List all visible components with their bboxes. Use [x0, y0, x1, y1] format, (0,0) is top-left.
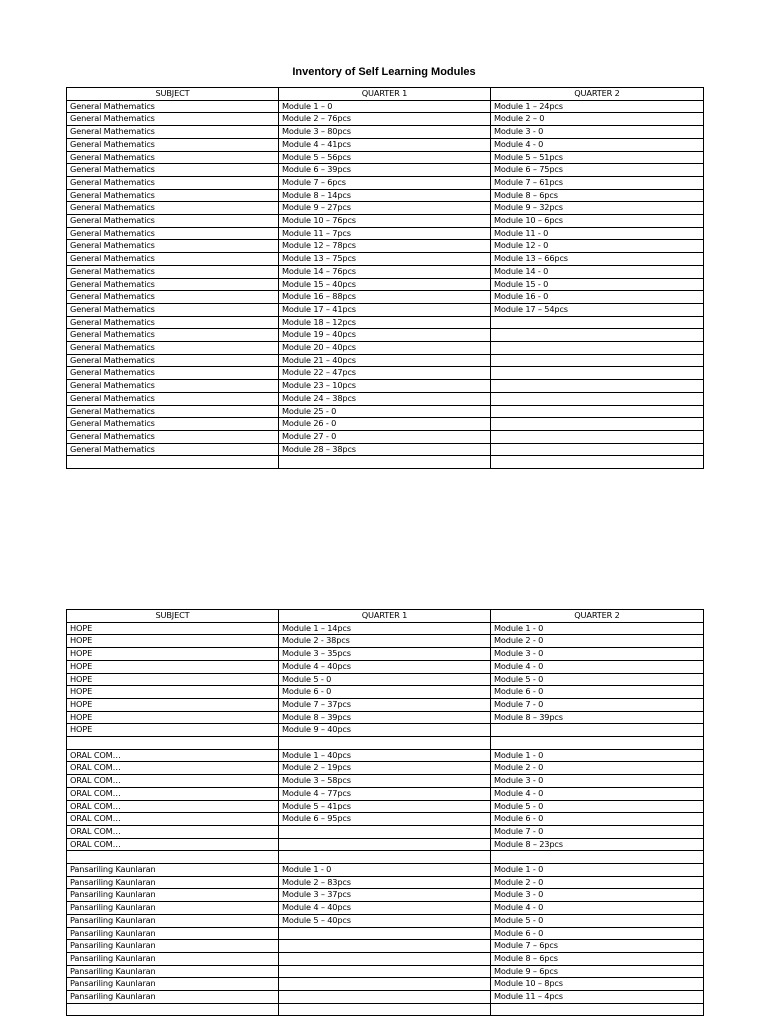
- quarter-2-cell: Module 4 - 0: [491, 902, 704, 915]
- table-row: [67, 100, 704, 113]
- quarter-1-cell: Module 22 – 47pcs: [279, 367, 491, 380]
- subject-cell: General Mathematics: [67, 227, 279, 240]
- table-row: [67, 443, 704, 456]
- subject-cell: Pansariling Kaunlaran: [67, 876, 279, 889]
- subject-cell: Pansariling Kaunlaran: [67, 952, 279, 965]
- table-row: [67, 635, 704, 648]
- quarter-1-cell: Module 1 – 0: [279, 100, 491, 113]
- quarter-1-cell: Module 6 – 39pcs: [279, 164, 491, 177]
- subject-cell: General Mathematics: [67, 418, 279, 431]
- quarter-1-cell: [279, 940, 491, 953]
- table-row: [67, 648, 704, 661]
- quarter-2-cell: [491, 367, 704, 380]
- table-row: [67, 698, 704, 711]
- quarter-2-cell: Module 4 - 0: [491, 660, 704, 673]
- subject-cell: General Mathematics: [67, 392, 279, 405]
- subject-cell: General Mathematics: [67, 138, 279, 151]
- table-row: [67, 456, 704, 469]
- quarter-2-cell: Module 11 - 0: [491, 227, 704, 240]
- quarter-1-cell: Module 4 – 77pcs: [279, 787, 491, 800]
- subject-cell: General Mathematics: [67, 100, 279, 113]
- table-row: [67, 253, 704, 266]
- table-row: [67, 622, 704, 635]
- quarter-2-cell: [491, 724, 704, 737]
- quarter-2-cell: Module 3 - 0: [491, 889, 704, 902]
- general-mathematics-inventory-table: [66, 87, 704, 469]
- quarter-1-cell: Module 17 – 41pcs: [279, 303, 491, 316]
- subject-cell: Pansariling Kaunlaran: [67, 978, 279, 991]
- table-row: [67, 825, 704, 838]
- table-row: [67, 138, 704, 151]
- table-header-row: [67, 88, 704, 101]
- quarter-2-cell: Module 6 - 0: [491, 686, 704, 699]
- subject-cell: General Mathematics: [67, 151, 279, 164]
- subject-cell: Pansariling Kaunlaran: [67, 902, 279, 915]
- quarter-1-cell: [279, 927, 491, 940]
- subject-cell: ORAL COM…: [67, 775, 279, 788]
- quarter-1-cell: Module 3 – 35pcs: [279, 648, 491, 661]
- quarter-2-cell: Module 13 – 66pcs: [491, 253, 704, 266]
- quarter-1-cell: Module 18 – 12pcs: [279, 316, 491, 329]
- table-row: [67, 329, 704, 342]
- table-row: [67, 176, 704, 189]
- quarter-1-cell: Module 6 - 0: [279, 686, 491, 699]
- quarter-2-cell: Module 6 - 0: [491, 813, 704, 826]
- subject-cell: ORAL COM…: [67, 838, 279, 851]
- quarter-2-cell: Module 5 - 0: [491, 673, 704, 686]
- subject-cell: [67, 456, 279, 469]
- subject-cell: HOPE: [67, 648, 279, 661]
- table-row: [67, 227, 704, 240]
- quarter-1-cell: Module 9 – 40pcs: [279, 724, 491, 737]
- table-row: [67, 316, 704, 329]
- quarter-2-cell: [491, 392, 704, 405]
- quarter-1-cell: [279, 456, 491, 469]
- subject-cell: General Mathematics: [67, 354, 279, 367]
- quarter-2-cell: [491, 418, 704, 431]
- quarter-1-cell: Module 2 – 76pcs: [279, 113, 491, 126]
- subject-cell: General Mathematics: [67, 291, 279, 304]
- subject-cell: General Mathematics: [67, 405, 279, 418]
- quarter-1-cell: Module 1 - 0: [279, 864, 491, 877]
- quarter-2-cell: Module 12 - 0: [491, 240, 704, 253]
- subject-cell: HOPE: [67, 724, 279, 737]
- subject-cell: General Mathematics: [67, 329, 279, 342]
- quarter-2-cell: Module 2 - 0: [491, 876, 704, 889]
- subject-cell: General Mathematics: [67, 265, 279, 278]
- subject-cell: Pansariling Kaunlaran: [67, 927, 279, 940]
- table-row: [67, 380, 704, 393]
- table-row: [67, 838, 704, 851]
- table-row: [67, 291, 704, 304]
- quarter-1-cell: Module 3 – 37pcs: [279, 889, 491, 902]
- quarter-1-cell: Module 5 - 0: [279, 673, 491, 686]
- quarter-2-cell: [491, 316, 704, 329]
- subject-cell: General Mathematics: [67, 316, 279, 329]
- quarter-1-cell: Module 15 – 40pcs: [279, 278, 491, 291]
- subject-cell: General Mathematics: [67, 278, 279, 291]
- quarter-1-cell: Module 25 - 0: [279, 405, 491, 418]
- quarter-2-cell: Module 1 - 0: [491, 864, 704, 877]
- table-row: [67, 978, 704, 991]
- subject-cell: General Mathematics: [67, 189, 279, 202]
- table-row: [67, 1003, 704, 1016]
- quarter-2-cell: Module 1 – 24pcs: [491, 100, 704, 113]
- table-row: [67, 940, 704, 953]
- subject-cell: HOPE: [67, 673, 279, 686]
- table-row: [67, 151, 704, 164]
- quarter-2-cell: [491, 1003, 704, 1016]
- quarter-2-cell: Module 7 - 0: [491, 698, 704, 711]
- table-row: [67, 113, 704, 126]
- header-quarter-1: QUARTER 1: [279, 88, 491, 101]
- subject-cell: HOPE: [67, 635, 279, 648]
- table-row: [67, 889, 704, 902]
- quarter-1-cell: Module 23 – 10pcs: [279, 380, 491, 393]
- table-row: [67, 430, 704, 443]
- quarter-2-cell: Module 8 – 23pcs: [491, 838, 704, 851]
- subject-cell: General Mathematics: [67, 176, 279, 189]
- subject-cell: ORAL COM…: [67, 813, 279, 826]
- quarter-1-cell: Module 27 - 0: [279, 430, 491, 443]
- quarter-1-cell: Module 14 – 76pcs: [279, 265, 491, 278]
- quarter-2-cell: Module 2 – 0: [491, 113, 704, 126]
- quarter-2-cell: [491, 329, 704, 342]
- quarter-2-cell: [491, 405, 704, 418]
- quarter-2-cell: Module 11 – 4pcs: [491, 991, 704, 1004]
- subject-cell: ORAL COM…: [67, 800, 279, 813]
- quarter-2-cell: Module 4 - 0: [491, 787, 704, 800]
- quarter-2-cell: Module 9 – 32pcs: [491, 202, 704, 215]
- header-subject: SUBJECT: [67, 610, 279, 623]
- quarter-2-cell: Module 3 - 0: [491, 126, 704, 139]
- quarter-2-cell: [491, 342, 704, 355]
- table-row: [67, 215, 704, 228]
- subject-cell: Pansariling Kaunlaran: [67, 965, 279, 978]
- quarter-2-cell: [491, 737, 704, 750]
- quarter-2-cell: Module 5 – 51pcs: [491, 151, 704, 164]
- subject-cell: HOPE: [67, 622, 279, 635]
- table-row: [67, 265, 704, 278]
- table-row: [67, 686, 704, 699]
- quarter-1-cell: Module 1 – 14pcs: [279, 622, 491, 635]
- subject-cell: General Mathematics: [67, 215, 279, 228]
- quarter-1-cell: [279, 1003, 491, 1016]
- table-row: [67, 775, 704, 788]
- quarter-2-cell: Module 6 – 75pcs: [491, 164, 704, 177]
- quarter-2-cell: [491, 354, 704, 367]
- header-subject: SUBJECT: [67, 88, 279, 101]
- table-header-row: [67, 610, 704, 623]
- subject-cell: Pansariling Kaunlaran: [67, 914, 279, 927]
- subject-cell: General Mathematics: [67, 240, 279, 253]
- other-subjects-inventory-table: [66, 609, 704, 1016]
- table-row: [67, 164, 704, 177]
- table-row: [67, 392, 704, 405]
- quarter-1-cell: Module 3 – 80pcs: [279, 126, 491, 139]
- quarter-1-cell: Module 6 – 95pcs: [279, 813, 491, 826]
- table-row: [67, 787, 704, 800]
- quarter-1-cell: Module 11 – 7pcs: [279, 227, 491, 240]
- quarter-1-cell: Module 3 – 58pcs: [279, 775, 491, 788]
- quarter-2-cell: Module 8 – 6pcs: [491, 952, 704, 965]
- subject-cell: General Mathematics: [67, 367, 279, 380]
- header-quarter-1: QUARTER 1: [279, 610, 491, 623]
- table-row: [67, 864, 704, 877]
- table-row: [67, 851, 704, 864]
- header-quarter-2: QUARTER 2: [491, 88, 704, 101]
- table-row: [67, 126, 704, 139]
- subject-cell: General Mathematics: [67, 380, 279, 393]
- quarter-1-cell: Module 10 – 76pcs: [279, 215, 491, 228]
- quarter-2-cell: Module 4 - 0: [491, 138, 704, 151]
- table-row: [67, 927, 704, 940]
- quarter-1-cell: Module 16 – 88pcs: [279, 291, 491, 304]
- table-row: [67, 673, 704, 686]
- subject-cell: ORAL COM…: [67, 787, 279, 800]
- page-title: Inventory of Self Learning Modules: [292, 66, 476, 78]
- subject-cell: General Mathematics: [67, 202, 279, 215]
- table-row: [67, 749, 704, 762]
- quarter-2-cell: Module 2 - 0: [491, 635, 704, 648]
- quarter-1-cell: Module 4 – 40pcs: [279, 902, 491, 915]
- quarter-1-cell: [279, 851, 491, 864]
- quarter-1-cell: [279, 952, 491, 965]
- subject-cell: General Mathematics: [67, 430, 279, 443]
- subject-cell: General Mathematics: [67, 253, 279, 266]
- table-row: [67, 367, 704, 380]
- quarter-1-cell: [279, 825, 491, 838]
- quarter-1-cell: Module 2 – 83pcs: [279, 876, 491, 889]
- quarter-1-cell: [279, 838, 491, 851]
- quarter-2-cell: Module 15 - 0: [491, 278, 704, 291]
- subject-cell: HOPE: [67, 698, 279, 711]
- table-row: [67, 189, 704, 202]
- table-row: [67, 762, 704, 775]
- table-row: [67, 278, 704, 291]
- subject-cell: HOPE: [67, 660, 279, 673]
- quarter-1-cell: Module 26 - 0: [279, 418, 491, 431]
- table-row: [67, 660, 704, 673]
- quarter-2-cell: Module 8 – 6pcs: [491, 189, 704, 202]
- quarter-1-cell: Module 13 – 75pcs: [279, 253, 491, 266]
- table-row: [67, 711, 704, 724]
- quarter-1-cell: Module 4 – 41pcs: [279, 138, 491, 151]
- subject-cell: General Mathematics: [67, 164, 279, 177]
- quarter-1-cell: Module 21 – 40pcs: [279, 354, 491, 367]
- quarter-1-cell: Module 2 - 38pcs: [279, 635, 491, 648]
- quarter-2-cell: Module 17 – 54pcs: [491, 303, 704, 316]
- subject-cell: Pansariling Kaunlaran: [67, 991, 279, 1004]
- quarter-1-cell: [279, 991, 491, 1004]
- quarter-1-cell: [279, 965, 491, 978]
- table-row: [67, 354, 704, 367]
- quarter-2-cell: Module 1 - 0: [491, 749, 704, 762]
- quarter-1-cell: Module 1 – 40pcs: [279, 749, 491, 762]
- quarter-2-cell: Module 10 – 8pcs: [491, 978, 704, 991]
- table-row: [67, 240, 704, 253]
- subject-cell: General Mathematics: [67, 303, 279, 316]
- table-row: [67, 800, 704, 813]
- table-row: [67, 914, 704, 927]
- subject-cell: [67, 737, 279, 750]
- quarter-2-cell: [491, 380, 704, 393]
- subject-cell: ORAL COM…: [67, 825, 279, 838]
- quarter-2-cell: Module 2 - 0: [491, 762, 704, 775]
- table-row: [67, 342, 704, 355]
- quarter-2-cell: Module 7 - 0: [491, 825, 704, 838]
- subject-cell: ORAL COM…: [67, 749, 279, 762]
- quarter-2-cell: [491, 430, 704, 443]
- subject-cell: [67, 851, 279, 864]
- subject-cell: Pansariling Kaunlaran: [67, 940, 279, 953]
- quarter-2-cell: [491, 851, 704, 864]
- quarter-2-cell: Module 5 - 0: [491, 914, 704, 927]
- subject-cell: General Mathematics: [67, 126, 279, 139]
- subject-cell: General Mathematics: [67, 342, 279, 355]
- table-row: [67, 813, 704, 826]
- quarter-2-cell: Module 6 - 0: [491, 927, 704, 940]
- quarter-2-cell: [491, 443, 704, 456]
- quarter-1-cell: Module 5 – 40pcs: [279, 914, 491, 927]
- table-row: [67, 418, 704, 431]
- quarter-1-cell: Module 5 – 41pcs: [279, 800, 491, 813]
- subject-cell: Pansariling Kaunlaran: [67, 864, 279, 877]
- quarter-2-cell: Module 5 - 0: [491, 800, 704, 813]
- quarter-2-cell: Module 7 – 61pcs: [491, 176, 704, 189]
- subject-cell: HOPE: [67, 686, 279, 699]
- header-quarter-2: QUARTER 2: [491, 610, 704, 623]
- table-row: [67, 902, 704, 915]
- quarter-2-cell: Module 3 - 0: [491, 648, 704, 661]
- subject-cell: General Mathematics: [67, 113, 279, 126]
- table-row: [67, 876, 704, 889]
- quarter-1-cell: Module 7 – 37pcs: [279, 698, 491, 711]
- quarter-2-cell: Module 8 – 39pcs: [491, 711, 704, 724]
- table-row: [67, 991, 704, 1004]
- quarter-2-cell: Module 10 – 6pcs: [491, 215, 704, 228]
- quarter-2-cell: Module 1 - 0: [491, 622, 704, 635]
- subject-cell: Pansariling Kaunlaran: [67, 889, 279, 902]
- quarter-2-cell: Module 16 - 0: [491, 291, 704, 304]
- quarter-2-cell: Module 7 – 6pcs: [491, 940, 704, 953]
- table-row: [67, 303, 704, 316]
- subject-cell: [67, 1003, 279, 1016]
- quarter-1-cell: Module 4 – 40pcs: [279, 660, 491, 673]
- quarter-1-cell: Module 8 – 14pcs: [279, 189, 491, 202]
- table-row: [67, 724, 704, 737]
- quarter-1-cell: Module 8 – 39pcs: [279, 711, 491, 724]
- subject-cell: ORAL COM…: [67, 762, 279, 775]
- quarter-1-cell: Module 7 – 6pcs: [279, 176, 491, 189]
- table-row: [67, 952, 704, 965]
- table-row: [67, 405, 704, 418]
- quarter-1-cell: Module 19 – 40pcs: [279, 329, 491, 342]
- subject-cell: HOPE: [67, 711, 279, 724]
- quarter-2-cell: Module 3 - 0: [491, 775, 704, 788]
- quarter-1-cell: Module 20 – 40pcs: [279, 342, 491, 355]
- quarter-1-cell: Module 28 – 38pcs: [279, 443, 491, 456]
- quarter-1-cell: [279, 737, 491, 750]
- quarter-1-cell: Module 5 – 56pcs: [279, 151, 491, 164]
- quarter-1-cell: Module 9 – 27pcs: [279, 202, 491, 215]
- quarter-2-cell: [491, 456, 704, 469]
- quarter-1-cell: [279, 978, 491, 991]
- table-row: [67, 202, 704, 215]
- quarter-1-cell: Module 24 – 38pcs: [279, 392, 491, 405]
- subject-cell: General Mathematics: [67, 443, 279, 456]
- quarter-2-cell: Module 9 – 6pcs: [491, 965, 704, 978]
- table-row: [67, 965, 704, 978]
- table-row: [67, 737, 704, 750]
- quarter-2-cell: Module 14 - 0: [491, 265, 704, 278]
- quarter-1-cell: Module 2 – 19pcs: [279, 762, 491, 775]
- quarter-1-cell: Module 12 – 78pcs: [279, 240, 491, 253]
